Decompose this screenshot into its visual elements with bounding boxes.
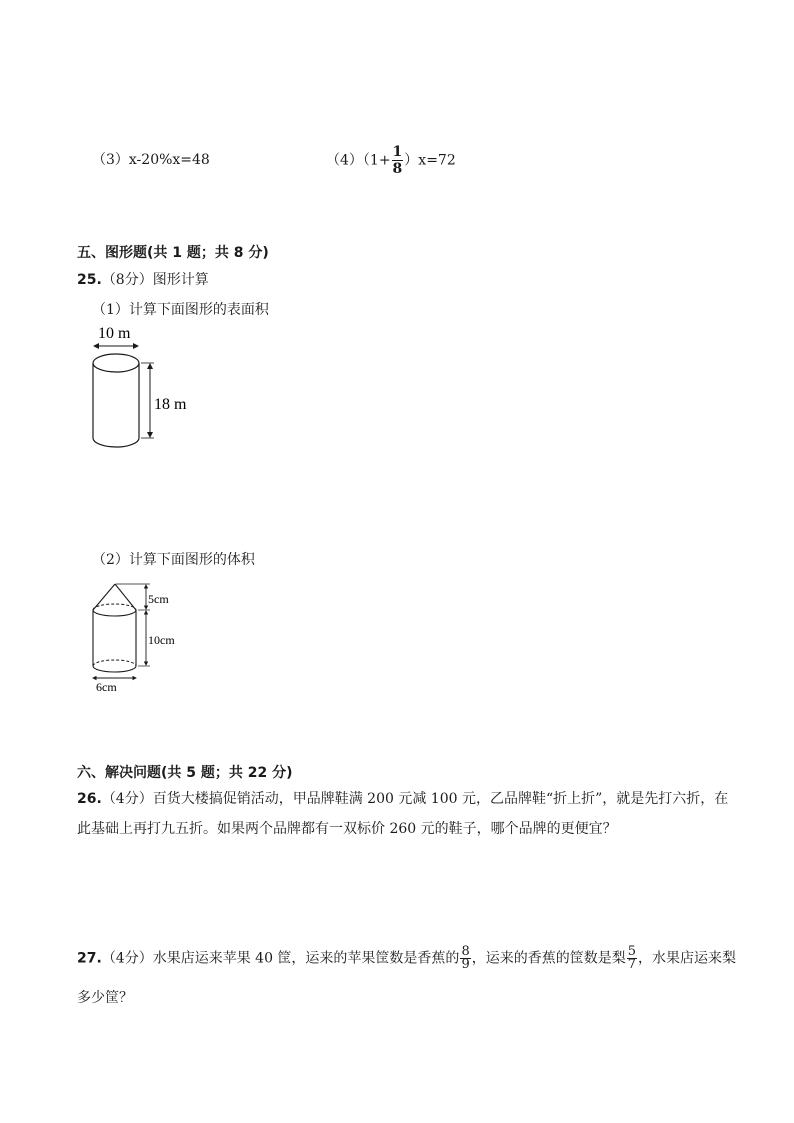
question-27-text-3: ，水果店运来梨	[638, 950, 736, 967]
cylinder-height-label-2: 10cm	[148, 633, 175, 647]
cone-cylinder-figure	[86, 578, 196, 694]
question-26-number: 26.	[77, 791, 102, 807]
equation-4	[326, 144, 456, 177]
cone-height-label: 5cm	[148, 592, 169, 606]
part-2-text: （2）计算下面图形的体积	[92, 552, 255, 568]
fraction-denominator: 8	[392, 161, 403, 177]
fraction-denominator: 9	[461, 957, 470, 972]
fraction-numerator: 8	[461, 944, 470, 959]
question-25	[77, 270, 209, 290]
question-27-line-2: 多少筐？	[77, 990, 133, 1006]
question-27-fraction-2	[627, 946, 637, 971]
question-26-line-1	[77, 789, 728, 809]
fraction-numerator: 1	[392, 144, 403, 160]
section-5-heading: 五、图形题(共 1 题；共 8 分)	[77, 245, 269, 261]
question-27-number: 27.	[77, 950, 102, 967]
cylinder-diameter-label: 10 m	[98, 325, 131, 342]
cylinder-figure	[86, 318, 206, 450]
equation-4-fraction	[392, 144, 404, 177]
question-26-text-1: （4分）百货大楼搞促销活动，甲品牌鞋满 200 元减 100 元，乙品牌鞋“折上折”，就是先打六折，在	[101, 791, 729, 807]
fraction-numerator: 5	[627, 944, 636, 959]
question-27-fraction-1	[460, 946, 470, 971]
question-27-line-1	[77, 946, 736, 971]
question-25-number: 25.	[77, 272, 102, 288]
part-1-text: （1）计算下面图形的表面积	[92, 302, 269, 318]
fraction-denominator: 7	[627, 957, 636, 972]
question-27-text-1: （4分）水果店运来苹果 40 筐，运来的苹果筐数是香蕉的	[101, 950, 460, 967]
equation-3: （3）x-20%x=48	[92, 152, 210, 168]
diameter-label-2: 6cm	[96, 680, 117, 694]
question-25-text: （8分）图形计算	[101, 272, 209, 288]
question-26-line-2: 此基础上再打九五折。如果两个品牌都有一双标价 260 元的鞋子，哪个品牌的更便宜？	[77, 821, 617, 837]
question-27-text-2: ，运来的香蕉的筐数是梨	[471, 950, 626, 967]
equation-4-prefix: （4）（1+	[326, 152, 391, 169]
section-6-heading: 六、解决问题(共 5 题；共 22 分)	[77, 765, 293, 781]
equation-4-suffix: ）x=72	[404, 152, 456, 169]
cylinder-height-label: 18 m	[154, 396, 187, 413]
